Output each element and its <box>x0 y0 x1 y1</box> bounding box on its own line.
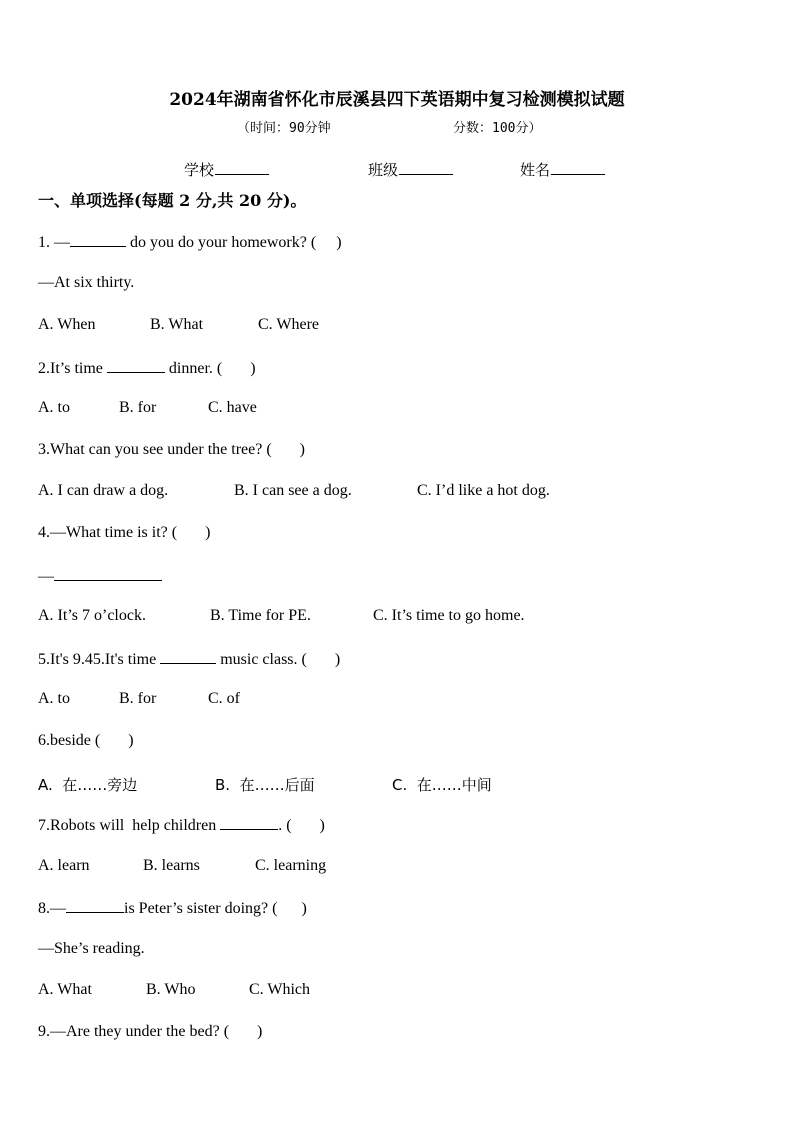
option-c[interactable]: C. learning <box>255 857 327 874</box>
class-field <box>368 159 453 180</box>
question-1-reply: —At six thirty. <box>38 274 135 291</box>
option-b[interactable]: B. Time for PE. <box>210 607 311 624</box>
page-title: 2024年湖南省怀化市辰溪县四下英语期中复习检测模拟试题 <box>169 90 625 110</box>
option-a[interactable]: A. to <box>38 690 70 707</box>
option-a[interactable]: A. 在……旁边 <box>38 776 138 794</box>
question-9: 9.—Are they under the bed? ( ) <box>38 1023 263 1040</box>
name-label: 姓名 <box>520 161 551 179</box>
option-a[interactable]: A. What <box>38 981 92 998</box>
option-c[interactable]: C. Which <box>249 981 311 998</box>
option-b[interactable]: B. learns <box>143 857 200 874</box>
question-4: 4.—What time is it? ( ) <box>38 524 211 541</box>
question-8-reply: —She’s reading. <box>38 940 145 957</box>
option-c[interactable]: C. Where <box>258 316 320 333</box>
school-blank[interactable] <box>215 160 269 175</box>
name-blank[interactable] <box>551 160 605 175</box>
question-1: 1. — do you do your homework? ( ) <box>38 234 342 251</box>
option-a[interactable]: A. I can draw a dog. <box>38 482 169 499</box>
option-c[interactable]: C. 在……中间 <box>392 776 492 794</box>
exam-score: 分数：100分） <box>453 121 542 136</box>
question-4-reply: — <box>38 566 162 586</box>
question-6: 6.beside ( ) <box>38 732 134 749</box>
answer-blank[interactable] <box>70 232 126 247</box>
answer-blank[interactable] <box>107 358 165 373</box>
question-2: 2.It’s time dinner. ( ) <box>38 360 256 377</box>
option-c[interactable]: C. I’d like a hot dog. <box>417 482 550 499</box>
question-5: 5.It's 9.45.It's time music class. ( ) <box>38 651 341 668</box>
exam-time: （时间：90分钟 <box>237 121 331 136</box>
answer-blank[interactable] <box>160 649 216 664</box>
question-7: 7.Robots will help children . ( ) <box>38 817 325 834</box>
answer-blank[interactable] <box>54 566 162 581</box>
answer-blank[interactable] <box>220 815 278 830</box>
option-b[interactable]: B. What <box>150 316 204 333</box>
option-a[interactable]: A. It’s 7 o’clock. <box>38 607 146 624</box>
option-b[interactable]: B. for <box>119 399 157 416</box>
name-field <box>520 159 605 180</box>
option-b[interactable]: B. for <box>119 690 157 707</box>
option-c[interactable]: C. It’s time to go home. <box>373 607 525 624</box>
class-label: 班级 <box>368 161 399 179</box>
option-b[interactable]: B. Who <box>146 981 196 998</box>
option-b[interactable]: B. 在……后面 <box>215 776 315 794</box>
school-field <box>184 159 269 180</box>
option-a[interactable]: A. learn <box>38 857 90 874</box>
option-a[interactable]: A. When <box>38 316 96 333</box>
question-3: 3.What can you see under the tree? ( ) <box>38 441 305 458</box>
option-c[interactable]: C. of <box>208 690 240 707</box>
option-b[interactable]: B. I can see a dog. <box>234 482 352 499</box>
question-8: 8.— is Peter’s sister doing? ( ) <box>38 900 307 917</box>
section-heading: 一、单项选择(每题 2 分,共 20 分)。 <box>38 191 307 210</box>
school-label: 学校 <box>184 161 215 179</box>
class-blank[interactable] <box>399 160 453 175</box>
option-a[interactable]: A. to <box>38 399 70 416</box>
answer-blank[interactable] <box>66 898 124 913</box>
option-c[interactable]: C. have <box>208 399 257 416</box>
